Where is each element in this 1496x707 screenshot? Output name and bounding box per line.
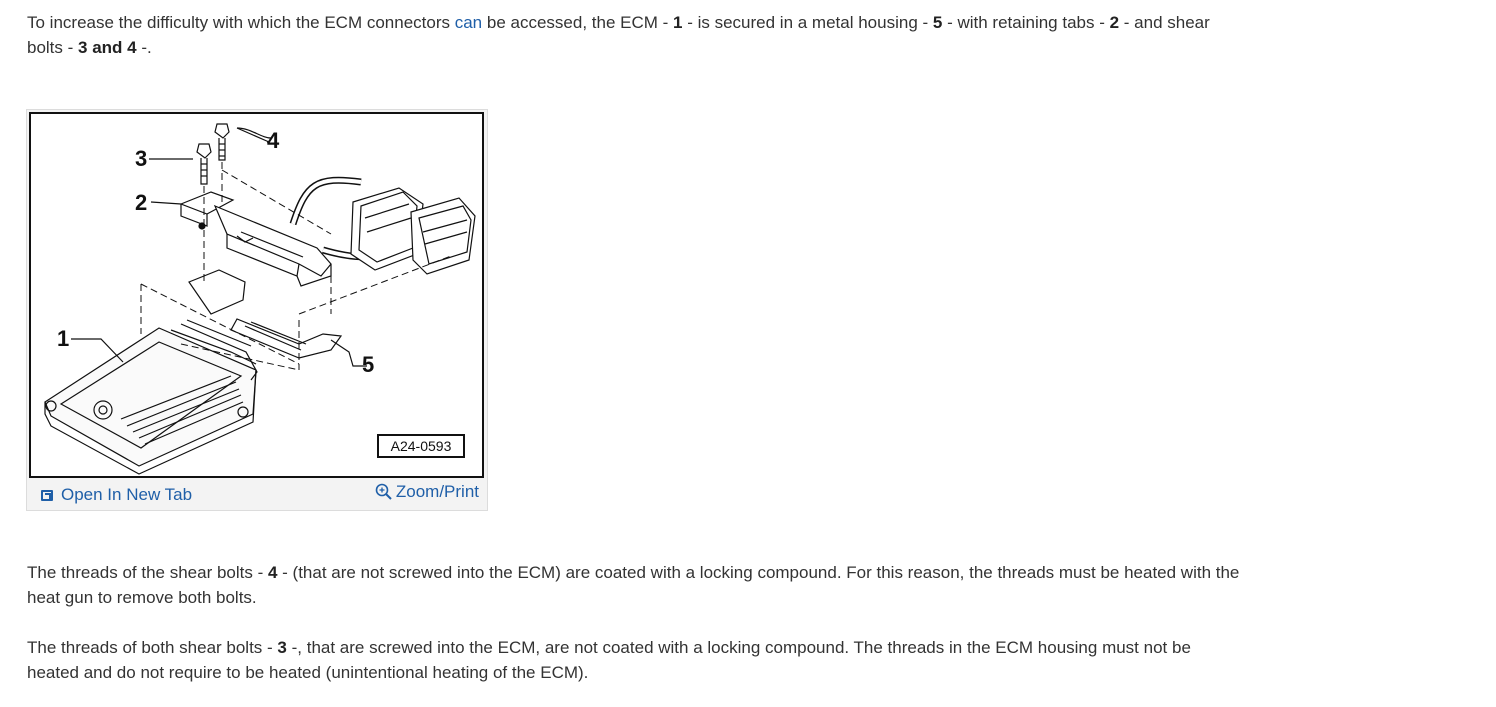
callout-ref: 4 bbox=[267, 563, 278, 582]
callout-label-2: 2 bbox=[135, 190, 148, 215]
text-run: - with retaining tabs - bbox=[942, 13, 1110, 32]
glossary-link-can[interactable]: can bbox=[454, 13, 483, 32]
text-run: - is secured in a metal housing - bbox=[682, 13, 933, 32]
callout-label-1: 1 bbox=[57, 326, 70, 351]
shear-bolts-3-paragraph bbox=[27, 635, 1242, 685]
text-run: - (that are not screwed into the ECM) are coated with a locking compound. For this reason, the threads must be heated with the heat gun to remove both bolts. bbox=[27, 563, 1240, 607]
callout-ref: 1 bbox=[673, 13, 683, 32]
open-in-new-tab-link[interactable] bbox=[41, 485, 192, 505]
callout-ref: 5 bbox=[932, 13, 943, 32]
callout-ref: 3 and 4 bbox=[78, 38, 137, 57]
open-new-tab-icon bbox=[41, 490, 53, 501]
text-run: be accessed, the ECM - bbox=[482, 13, 674, 32]
callout-ref: 3 bbox=[277, 638, 287, 657]
text-run: The threads of both shear bolts - bbox=[27, 638, 278, 657]
shear-bolts-4-paragraph bbox=[27, 560, 1242, 610]
text-run: -, that are screwed into the ECM, are not coated with a locking compound. The threads in the ECM housing must not be heated and do not require to be heated (unintentional heating of the ECM). bbox=[27, 638, 1191, 682]
callout-label-4: 4 bbox=[267, 128, 280, 153]
callout-label-5: 5 bbox=[362, 352, 375, 377]
text-run: - and shear bolts - bbox=[27, 13, 1210, 57]
text-run: -. bbox=[136, 38, 152, 57]
zoom-print-label: Zoom/Print bbox=[395, 482, 479, 501]
zoom-print-link[interactable] bbox=[375, 482, 479, 502]
ecm-illustration bbox=[31, 114, 482, 476]
figure-container bbox=[26, 109, 488, 511]
callout-label-3: 3 bbox=[135, 146, 148, 171]
figure-id-label: A24-0593 bbox=[377, 434, 465, 458]
open-in-new-tab-label: Open In New Tab bbox=[61, 485, 193, 504]
callout-ref: 2 bbox=[1109, 13, 1120, 32]
ecm-diagram[interactable] bbox=[29, 112, 484, 478]
zoom-icon bbox=[375, 483, 393, 501]
text-run: The threads of the shear bolts - bbox=[27, 563, 268, 582]
figure-actions-bar bbox=[27, 480, 487, 510]
text-run: To increase the difficulty with which the ECM connectors bbox=[27, 13, 455, 32]
intro-paragraph bbox=[27, 10, 1242, 60]
